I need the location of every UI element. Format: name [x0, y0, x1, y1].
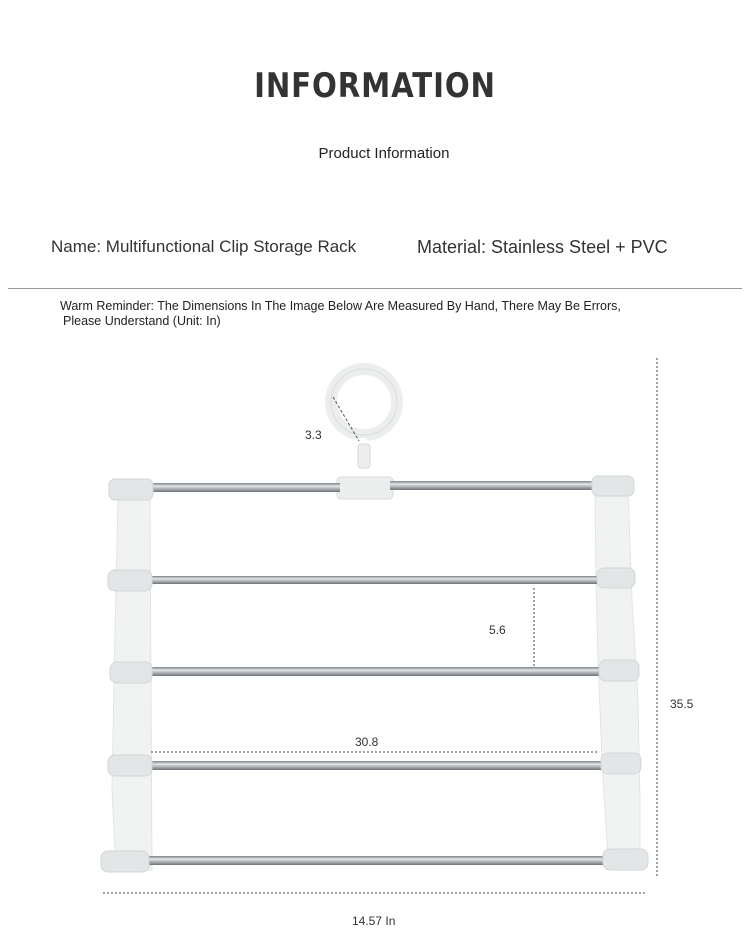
hanger-hook	[331, 369, 397, 499]
section-subtitle: Product Information	[318, 145, 450, 162]
rod-4	[108, 753, 641, 776]
product-name: Name: Multifunctional Clip Storage Rack	[51, 237, 357, 256]
reminder-line-1: Warm Reminder: The Dimensions In The Image Below Are Measured By Hand, There May Be Errors,	[60, 299, 621, 313]
product-material: Material: Stainless Steel + PVC	[417, 237, 668, 257]
rod-length-label: 30.8	[355, 735, 379, 749]
total-height-label: 35.5	[670, 697, 694, 711]
rod-2	[108, 568, 635, 591]
page-title: INFORMATION	[254, 66, 496, 106]
reminder-line-2: Please Understand (Unit: In)	[63, 313, 221, 328]
rod-spacing-label: 5.6	[489, 623, 506, 637]
rod-5	[101, 849, 648, 872]
total-width-label: 14.57 In	[352, 914, 396, 928]
rod-3	[110, 660, 639, 683]
hook-dimension-label: 3.3	[305, 428, 322, 442]
